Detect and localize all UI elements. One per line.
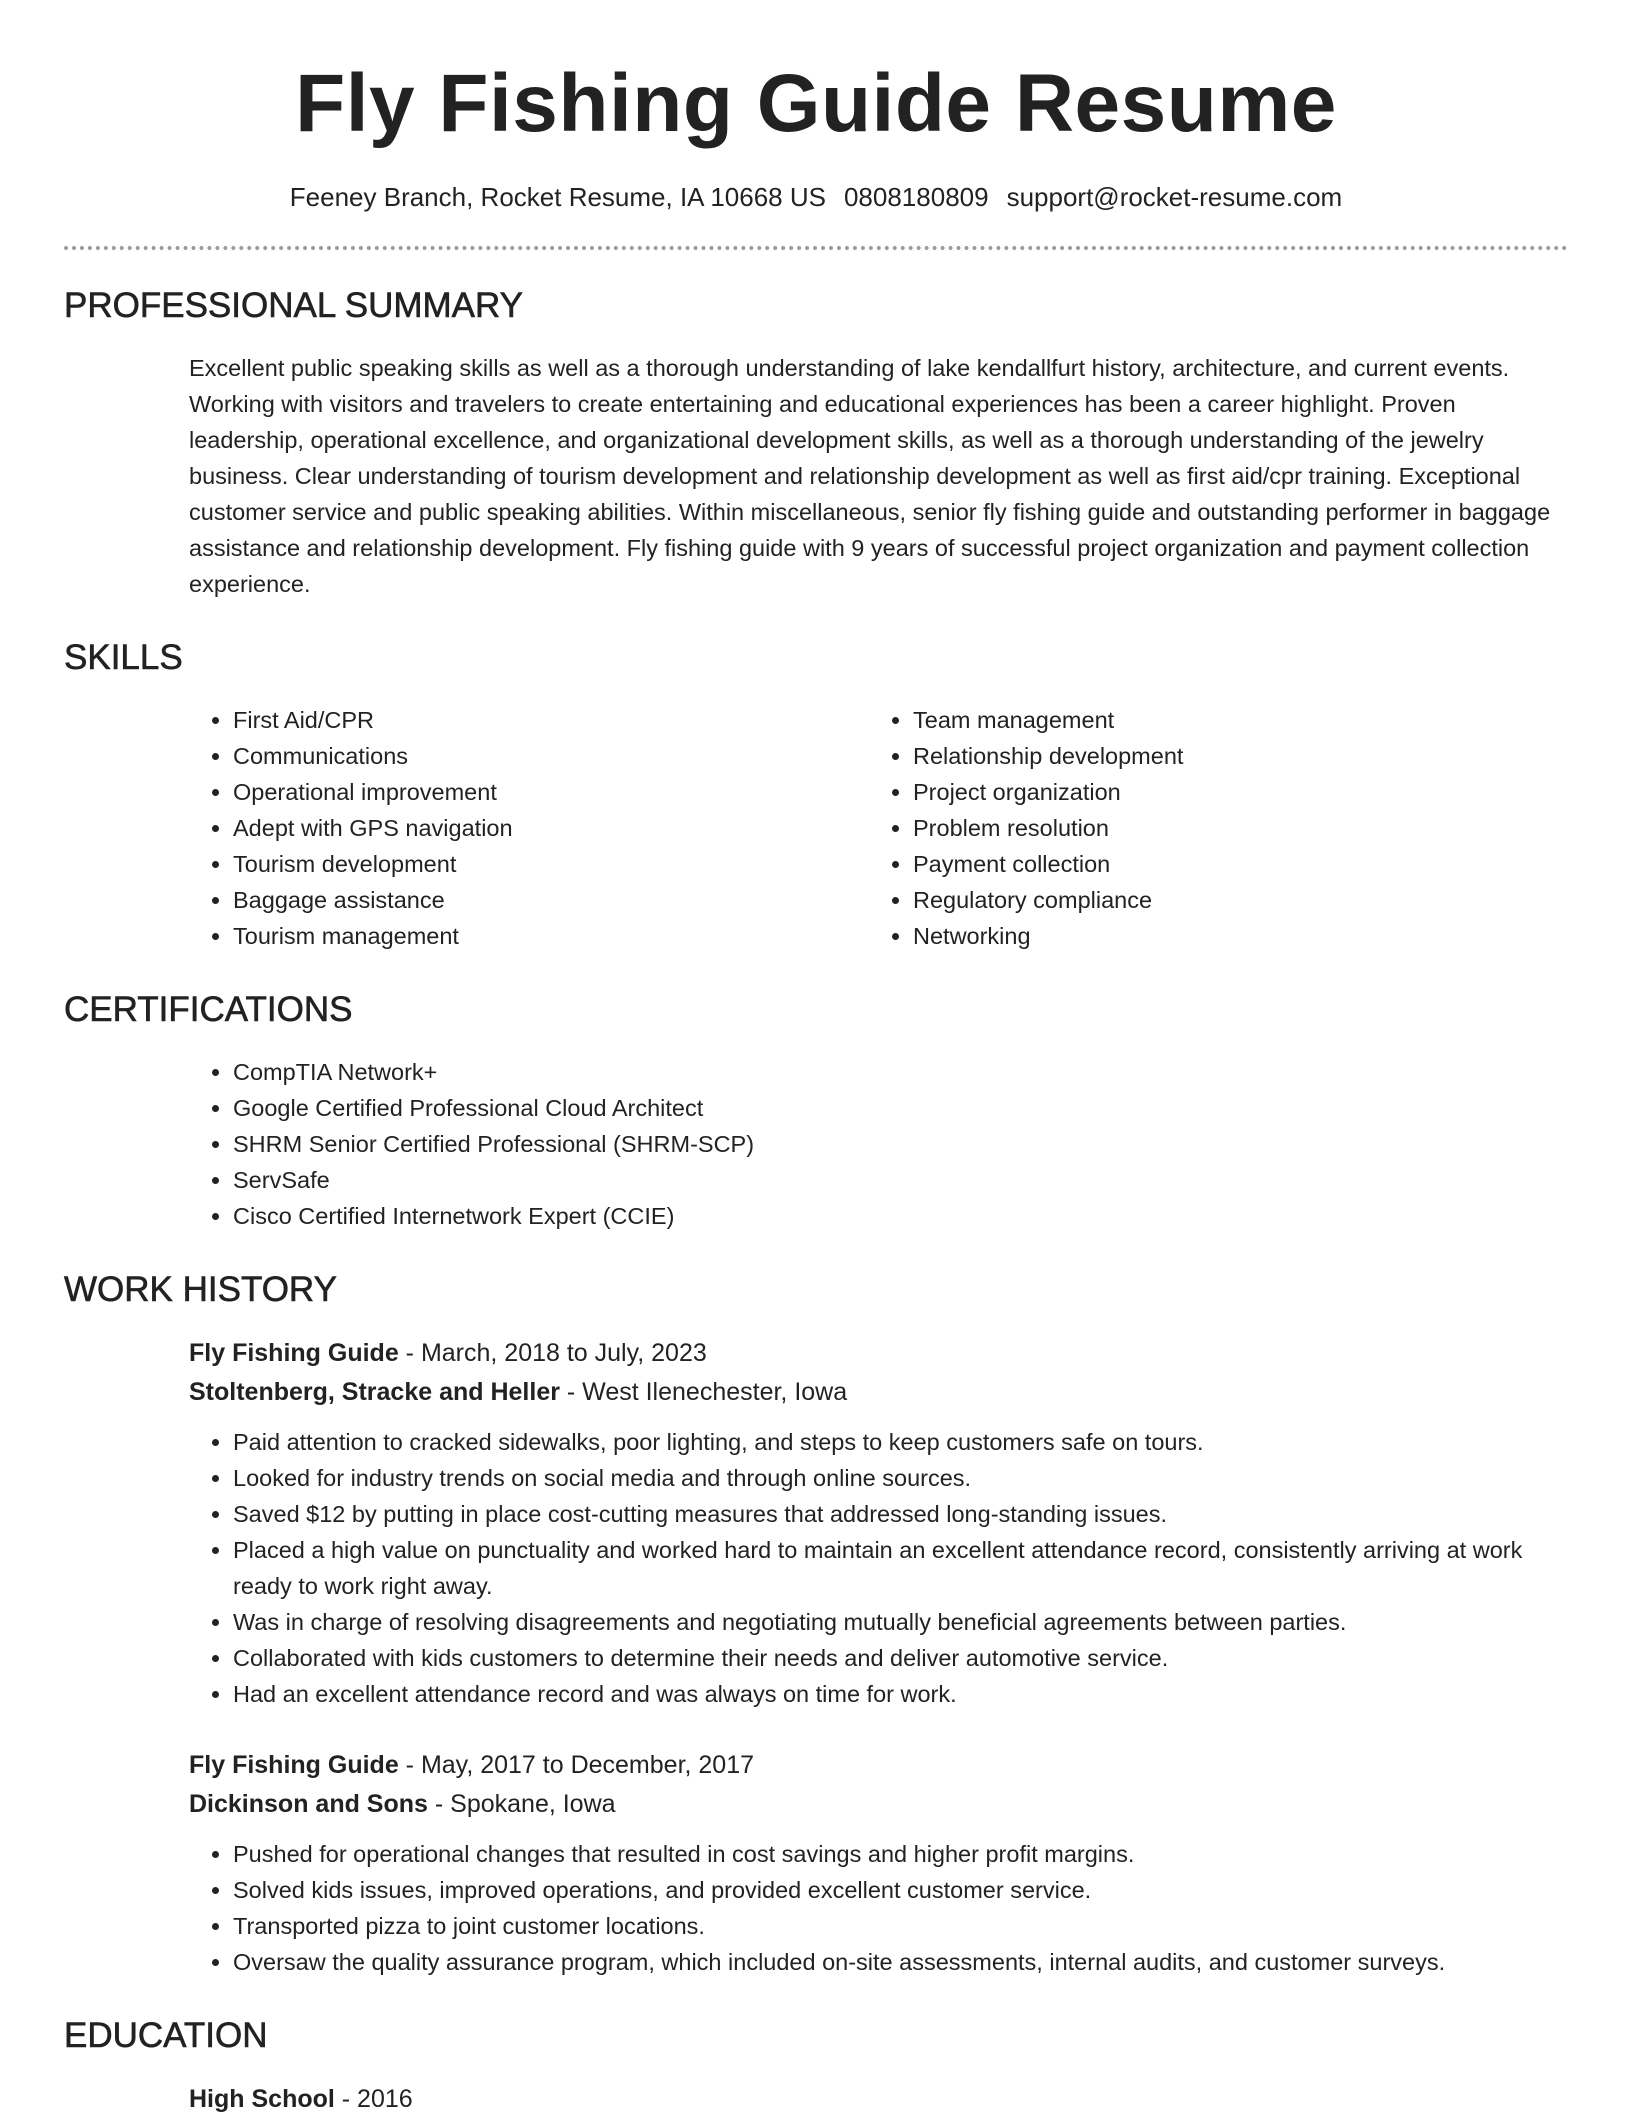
contact-address: Feeney Branch, Rocket Resume, IA 10668 US	[289, 182, 826, 212]
education-section	[64, 2014, 1568, 2119]
skill-item: • Tourism development	[233, 846, 869, 882]
certifications-list	[189, 1054, 1568, 1234]
skills-heading: SKILLS	[64, 638, 183, 677]
job-company: Dickinson and Sons	[189, 1790, 428, 1818]
skill-item: • Relationship development	[913, 738, 1549, 774]
certification-item: • SHRM Senior Certified Professional (SHRM-SCP)	[233, 1126, 1568, 1162]
job-company-line	[189, 1373, 1568, 1412]
job-role: Fly Fishing Guide	[189, 1339, 399, 1367]
summary-section	[64, 284, 1568, 602]
skill-item: • Adept with GPS navigation	[233, 810, 869, 846]
skill-item: • Networking	[913, 918, 1549, 954]
certification-item: • Cisco Certified Internetwork Expert (CCIE)	[233, 1198, 1568, 1234]
job-location: - West Ilenechester, Iowa	[559, 1378, 848, 1406]
education-degree: High School	[189, 2085, 335, 2113]
job-duty: • Paid attention to cracked sidewalks, poor lighting, and steps to keep customers safe on tours.	[233, 1424, 1568, 1460]
job-duties-list	[189, 1836, 1568, 1980]
job-dates: - May, 2017 to December, 2017	[398, 1751, 755, 1779]
contact-email: support@rocket-resume.com	[1006, 182, 1343, 212]
job-role: Fly Fishing Guide	[189, 1751, 399, 1779]
certification-item: • CompTIA Network+	[233, 1054, 1568, 1090]
skill-item: • Regulatory compliance	[913, 882, 1549, 918]
job-duty: • Collaborated with kids customers to determine their needs and deliver automotive service.	[233, 1640, 1568, 1676]
job-duty: • Placed a high value on punctuality and worked hard to maintain an excellent attendance record, consistently arriving at work ready to work right away.	[233, 1532, 1568, 1604]
resume-header	[64, 0, 1568, 214]
job-location: - Spokane, Iowa	[427, 1790, 616, 1818]
certification-item: • Google Certified Professional Cloud Architect	[233, 1090, 1568, 1126]
job-company-line	[189, 1785, 1568, 1824]
skills-list-left	[189, 702, 869, 954]
contact-line	[64, 180, 1568, 214]
skills-list-right	[869, 702, 1549, 954]
education-year: - 2016	[334, 2085, 413, 2113]
skills-section	[64, 636, 1568, 954]
certification-item: • ServSafe	[233, 1162, 1568, 1198]
job-duty: • Oversaw the quality assurance program, which included on-site assessments, internal audits, and customer surveys.	[233, 1944, 1568, 1980]
job-duty: • Solved kids issues, improved operations, and provided excellent customer service.	[233, 1872, 1568, 1908]
resume-title: Fly Fishing Guide Resume	[295, 58, 1337, 149]
job-duties-list	[189, 1424, 1568, 1712]
job-duty: • Was in charge of resolving disagreements and negotiating mutually beneficial agreements between parties.	[233, 1604, 1568, 1640]
job-duty: • Transported pizza to joint customer locations.	[233, 1908, 1568, 1944]
contact-phone: 0808180809	[843, 182, 989, 212]
work-history-heading: WORK HISTORY	[64, 1270, 337, 1309]
job-entry	[189, 1334, 1568, 1712]
education-heading: EDUCATION	[64, 2016, 268, 2055]
job-duty: • Looked for industry trends on social media and through online sources.	[233, 1460, 1568, 1496]
job-dates: - March, 2018 to July, 2023	[398, 1339, 707, 1367]
skill-item: • First Aid/CPR	[233, 702, 869, 738]
skill-item: • Project organization	[913, 774, 1549, 810]
summary-text: Excellent public speaking skills as well as a thorough understanding of lake kendallfurt history, architecture, and current events. Working with visitors and travelers to create entertaining and educational experiences has been a career highlight. Proven leadership, operational excellence, and organizational development skills, as well as a thorough understanding of the jewelry business. Clear understanding of tourism development and relationship development as well as first aid/cpr training. Exceptional customer service and public speaking abilities. Within miscellaneous, senior fly fishing guide and outstanding performer in baggage assistance and relationship development. Fly fishing guide with 9 years of successful project organization and payment collection experience.	[189, 355, 1551, 597]
work-history-section	[64, 1268, 1568, 1980]
summary-heading: PROFESSIONAL SUMMARY	[64, 286, 523, 325]
job-title-line	[189, 1334, 1568, 1373]
job-duty: • Saved $12 by putting in place cost-cutting measures that addressed long-standing issues.	[233, 1496, 1568, 1532]
job-duty: • Pushed for operational changes that resulted in cost savings and higher profit margins.	[233, 1836, 1568, 1872]
skill-item: • Payment collection	[913, 846, 1549, 882]
education-entry	[189, 2080, 1568, 2119]
certifications-heading: CERTIFICATIONS	[64, 990, 353, 1029]
job-duty: • Had an excellent attendance record and was always on time for work.	[233, 1676, 1568, 1712]
skill-item: • Communications	[233, 738, 869, 774]
job-title-line	[189, 1746, 1568, 1785]
job-company: Stoltenberg, Stracke and Heller	[189, 1378, 560, 1406]
skill-item: • Problem resolution	[913, 810, 1549, 846]
skill-item: • Team management	[913, 702, 1549, 738]
header-divider	[64, 246, 1568, 250]
job-entry	[189, 1746, 1568, 1980]
certifications-section	[64, 988, 1568, 1234]
skill-item: • Tourism management	[233, 918, 869, 954]
skill-item: • Operational improvement	[233, 774, 869, 810]
skill-item: • Baggage assistance	[233, 882, 869, 918]
